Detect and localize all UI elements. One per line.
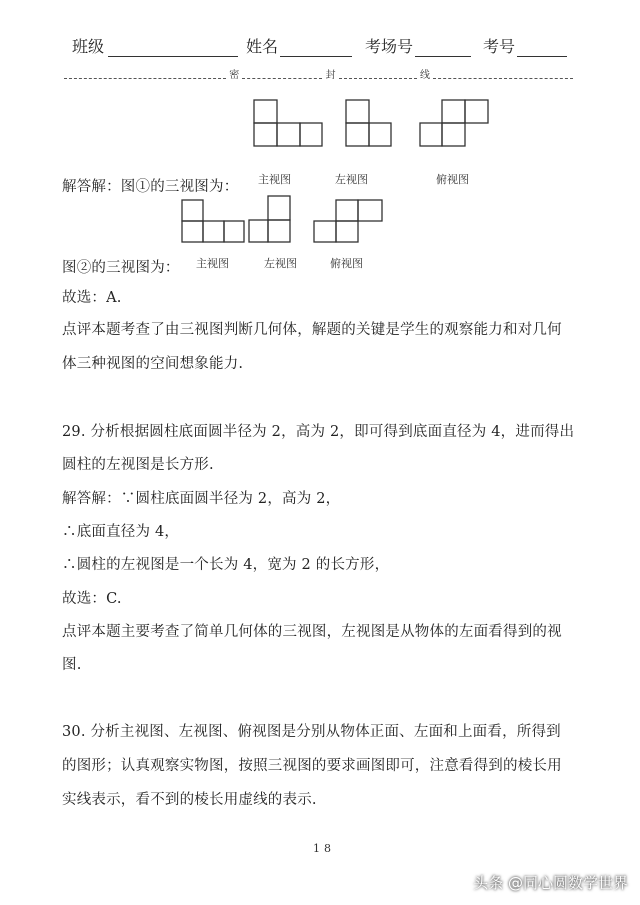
fig1-caption-top: 俯视图 [436, 173, 469, 186]
seal-char-mi: 密 [229, 70, 240, 81]
q30-analysis-line3: 实线表示，看不到的棱长用虚线的表示. [62, 792, 317, 808]
seal-char-feng: 封 [325, 70, 336, 81]
q29-solution-line3: ∴圆柱的左视图是一个长为 4，宽为 2 的长方形， [62, 557, 390, 573]
fig2-intro: 图②的三视图为： [62, 260, 180, 276]
fig2-left-view [246, 192, 296, 248]
room-field[interactable] [415, 39, 471, 57]
class-field[interactable] [108, 39, 238, 57]
fig1-left-view [342, 96, 394, 148]
fig2-front-view [178, 196, 248, 248]
q28-comment-line2: 体三种视图的空间想象能力. [62, 356, 244, 372]
q29-solution-line2: ∴底面直径为 4， [62, 524, 180, 540]
fig1-top-view [418, 96, 494, 148]
q29-analysis-line1: 29. 分析根据圆柱底面圆半径为 2，高为 2，即可得到底面直径为 4，进而得出 [62, 424, 575, 440]
q29-answer: 故选：C. [62, 591, 122, 607]
q29-comment-line2: 图. [62, 657, 82, 673]
fig2-caption-top: 俯视图 [330, 257, 363, 270]
name-label: 姓名 [246, 34, 352, 57]
fig1-caption-front: 主视图 [258, 173, 291, 186]
fig1-intro: 解答解：图①的三视图为： [62, 179, 239, 195]
id-label: 考号 [483, 34, 567, 57]
fig2-top-view [310, 196, 388, 248]
q29-analysis-line2: 圆柱的左视图是长方形. [62, 457, 214, 473]
class-label: 班级 [72, 34, 238, 57]
seal-line [64, 66, 564, 81]
q30-analysis-line2: 的图形；认真观察实物图，按照三视图的要求画图即可，注意看得到的棱长用 [62, 758, 562, 774]
fig2-caption-front: 主视图 [196, 257, 229, 270]
watermark-text: 头条 @同心圆数学世界 [473, 874, 628, 892]
page-number: 18 [313, 842, 335, 855]
seal-char-xian: 线 [419, 70, 430, 81]
name-field[interactable] [280, 39, 352, 57]
q30-analysis-line1: 30. 分析主视图、左视图、俯视图是分别从物体正面、左面和上面看，所得到 [62, 724, 561, 740]
id-field[interactable] [517, 39, 567, 57]
room-label: 考场号 [365, 34, 471, 57]
q28-comment-line1: 点评本题考查了由三视图判断几何体，解题的关键是学生的观察能力和对几何 [62, 322, 562, 338]
q29-solution-line1: 解答解：∵圆柱底面圆半径为 2，高为 2， [62, 491, 341, 507]
watermark [473, 872, 628, 893]
q28-answer: 故选：A. [62, 290, 122, 306]
fig1-front-view [250, 96, 330, 148]
q29-comment-line1: 点评本题主要考查了简单几何体的三视图，左视图是从物体的左面看得到的视 [62, 624, 562, 640]
fig2-caption-left: 左视图 [264, 257, 297, 270]
fig1-caption-left: 左视图 [335, 173, 368, 186]
